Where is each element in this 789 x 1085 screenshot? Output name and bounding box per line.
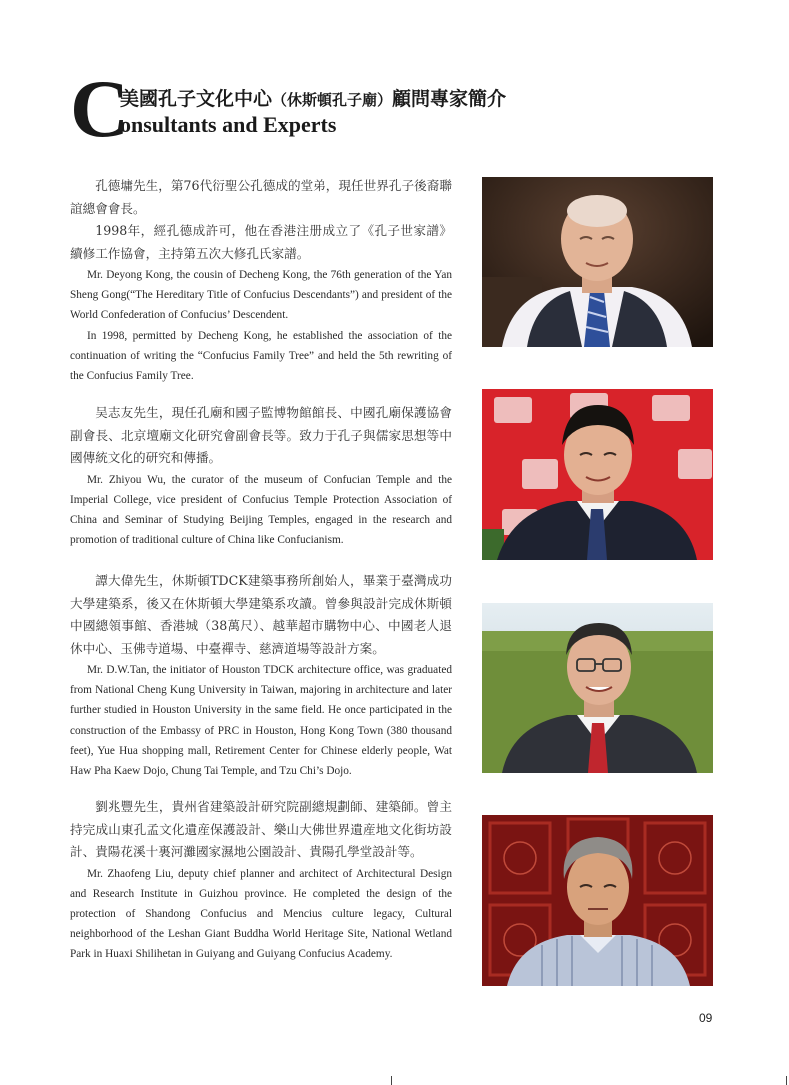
portrait-photo-kong (482, 177, 713, 347)
bio-en-paragraph: Mr. Deyong Kong, the cousin of Decheng Kong, the 76th generation of the Yan Sheng Gong(“The Hereditary Title of Confucius Descendants”) and president of the World Confederation of Confucius’ Descendent. (70, 269, 452, 322)
expert-section-kong (70, 175, 452, 386)
crop-mark (391, 1076, 392, 1085)
page-title-chinese (120, 84, 506, 111)
bio-zh-paragraph: 孔德墉先生，第76代衍聖公孔德成的堂弟，現任世界孔子後裔聯誼總會會長。 (70, 178, 452, 216)
title-zh-paren: （休斯頓孔子廟） (272, 91, 393, 109)
bio-zh-paragraph: 1998年，經孔德成許可，他在香港注册成立了《孔子世家譜》續修工作協會，主持第五次大修孔氏家譜。 (70, 223, 452, 261)
bio-zh-paragraph: 劉兆豐先生，貴州省建築設計研究院副總規劃師、建築師。曾主持完成山東孔孟文化遺産保護設計、樂山大佛世界遺産地文化街坊設計、貴陽花溪十裏河灘國家濕地公園設計、貴陽孔學堂設計等。 (70, 799, 452, 859)
bio-en-paragraph: Mr. Zhaofeng Liu, deputy chief planner and architect of Architectural Design and Research Institute in Guizhou province. He completed the design of the protection of Shandong Confucius and Mencius culture legacy, Cultural neighborhood of the Leshan Giant Buddha World Heritage Site, National Wetland Park in Huaxi Shilihetan in Guiyang and Guiyang Confucius Academy. (70, 867, 452, 961)
crop-mark (786, 1076, 787, 1085)
expert-section-liu (70, 796, 452, 965)
title-zh-main: 美國孔子文化中心 (120, 88, 273, 110)
bio-en-paragraph: Mr. D.W.Tan, the initiator of Houston TDCK architecture office, was graduated from National Cheng Kung University in Taiwan, majoring in architecture and later further studied in Houston University in the same field. He once participated in the construction of the Embassy of PRC in Houston, Hong Kong Town (380 thousand feet), Yue Hua shopping mall, Retirement Center for Chinese elderly people, Wat Haw Pha Kaew Dojo, Chung Tai Temple, and Tzu Chi’s Dojo. (70, 664, 452, 778)
bio-en-paragraph: In 1998, permitted by Decheng Kong, he established the association of the continuation of writing the “Confucius Family Tree” and held the 5th rewriting of the Confucius Family Tree. (70, 329, 452, 383)
drop-cap-letter: C (70, 63, 130, 154)
bio-en-paragraph: Mr. Zhiyou Wu, the curator of the museum of Confucian Temple and the Imperial College, vice president of Confucius Temple Protection Association of China and Seminar of Studying Beijing Temples, engaged in the research and promotion of traditional culture of China like Confucianism. (70, 473, 452, 547)
portrait-photo-tan (482, 603, 713, 773)
bio-zh-paragraph: 譚大偉先生，休斯頓TDCK建築事務所創始人，畢業于臺灣成功大學建築系，後又在休斯頓大學建築系攻讀。曾參與設計完成休斯頓中國總領事館、香港城（38萬尺）、越華超市購物中心、中國老人退休中心、玉佛寺道場、中臺禪寺、慈濟道場等設計方案。 (70, 573, 452, 656)
page-title-english: onsultants and Experts (120, 112, 337, 137)
title-zh-tail: 顧問專家簡介 (392, 88, 507, 110)
expert-section-tan (70, 570, 452, 781)
portrait-photo-liu (482, 815, 713, 986)
bio-zh-paragraph: 吴志友先生，現任孔廟和國子監博物館館長、中國孔廟保護協會副會長、北京壇廟文化研究會副會長等。致力于孔子與儒家思想等中國傳統文化的研究和傳播。 (70, 405, 452, 465)
page-number: 09 (699, 1011, 713, 1025)
expert-section-wu (70, 402, 452, 550)
portrait-photo-wu (482, 389, 713, 560)
